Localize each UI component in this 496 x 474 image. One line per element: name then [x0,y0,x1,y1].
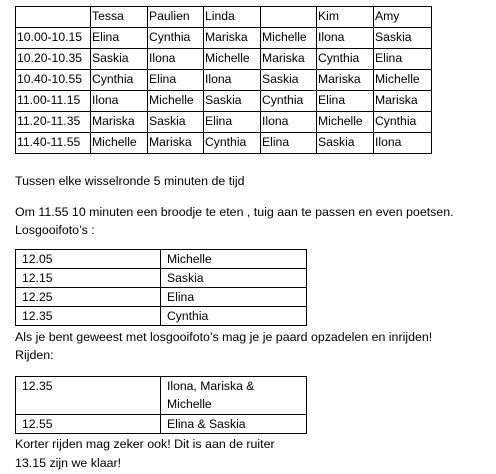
photo-time-cell: 12.25 [16,288,161,307]
schedule-time-cell: 11.00-11.15 [16,91,91,112]
schedule-header-cell: Kim [317,7,374,28]
ride-names-cell: Elina & Saskia [161,415,307,434]
schedule-header-cell: Paulien [148,7,204,28]
schedule-cell: Mariska [317,70,374,91]
schedule-cell: Mariska [374,91,432,112]
ride-names-cell: Ilona, Mariska & Michelle [161,377,307,415]
schedule-cell: Cynthia [317,49,374,70]
schedule-cell: Michelle [204,49,261,70]
photo-name-cell: Elina [161,288,307,307]
schedule-cell: Michelle [374,70,432,91]
schedule-header-cell [16,7,91,28]
schedule-cell: Mariska [148,133,204,154]
schedule-row [16,49,432,70]
schedule-cell: Elina [204,112,261,133]
schedule-cell: Elina [148,70,204,91]
schedule-cell: Michelle [317,112,374,133]
ride-time-cell: 12.55 [16,415,161,434]
ride-heading: Rijden: [15,348,54,362]
schedule-cell: Mariska [261,49,317,70]
schedule-cell: Ilona [204,70,261,91]
schedule-cell: Elina [261,133,317,154]
schedule-cell: Mariska [91,112,148,133]
after-photos-note: Als je bent geweest met losgooifoto’s mag je je paard opzadelen en inrijden! [15,330,433,344]
schedule-row [16,91,432,112]
photo-row [16,307,307,326]
schedule-cell: Ilona [261,112,317,133]
closing-note: Korter rijden mag zeker ook! Dit is aan de ruiter [15,437,275,451]
schedule-cell: Cynthia [148,28,204,49]
schedule-time-cell: 10.40-10.55 [16,70,91,91]
schedule-row [16,70,432,91]
schedule-cell: Elina [374,49,432,70]
schedule-header-cell: Linda [204,7,261,28]
schedule-cell: Cynthia [204,133,261,154]
schedule-cell: Ilona [374,133,432,154]
schedule-cell: Michelle [91,133,148,154]
schedule-cell: Cynthia [91,70,148,91]
schedule-cell: Cynthia [261,91,317,112]
schedule-time-cell: 10.00-10.15 [16,28,91,49]
schedule-cell: Mariska [204,28,261,49]
ride-row [16,377,307,415]
schedule-cell: Michelle [261,28,317,49]
schedule-header-row [16,7,432,28]
photo-row [16,269,307,288]
schedule-cell: Saskia [148,112,204,133]
photo-time-cell: 12.35 [16,307,161,326]
photo-time-cell: 12.05 [16,250,161,269]
between-rounds-note: Tussen elke wisselronde 5 minuten de tijd [15,174,245,188]
schedule-cell: Ilona [91,91,148,112]
photo-name-cell: Saskia [161,269,307,288]
schedule-time-cell: 11.40-11.55 [16,133,91,154]
rotation-schedule-table [15,6,432,154]
schedule-row [16,112,432,133]
schedule-time-cell: 10.20-10.35 [16,49,91,70]
schedule-cell: Saskia [204,91,261,112]
schedule-cell: Saskia [317,133,374,154]
schedule-header-cell: Tessa [91,7,148,28]
schedule-cell: Ilona [148,49,204,70]
photo-schedule-table [15,249,307,326]
photo-row [16,288,307,307]
ride-row [16,415,307,434]
ride-schedule-table [15,376,307,434]
lunch-note: Om 11.55 10 minuten een broodje te eten , tuig aan te passen en even poetsen. [15,205,454,219]
schedule-cell: Saskia [374,28,432,49]
photo-name-cell: Cynthia [161,307,307,326]
schedule-time-cell: 11.20-11.35 [16,112,91,133]
schedule-cell: Saskia [261,70,317,91]
schedule-row [16,133,432,154]
schedule-row [16,28,432,49]
photos-heading: Losgooifoto’s : [15,223,95,237]
schedule-cell: Saskia [91,49,148,70]
photo-time-cell: 12.15 [16,269,161,288]
schedule-cell: Ilona [317,28,374,49]
photo-name-cell: Michelle [161,250,307,269]
schedule-cell: Elina [91,28,148,49]
schedule-cell: Cynthia [374,112,432,133]
schedule-cell: Michelle [148,91,204,112]
photo-row [16,250,307,269]
schedule-cell: Elina [317,91,374,112]
ride-time-cell: 12.35 [16,377,161,415]
end-time-note: 13.15 zijn we klaar! [15,456,122,470]
schedule-header-cell [261,7,317,28]
schedule-header-cell: Amy [374,7,432,28]
